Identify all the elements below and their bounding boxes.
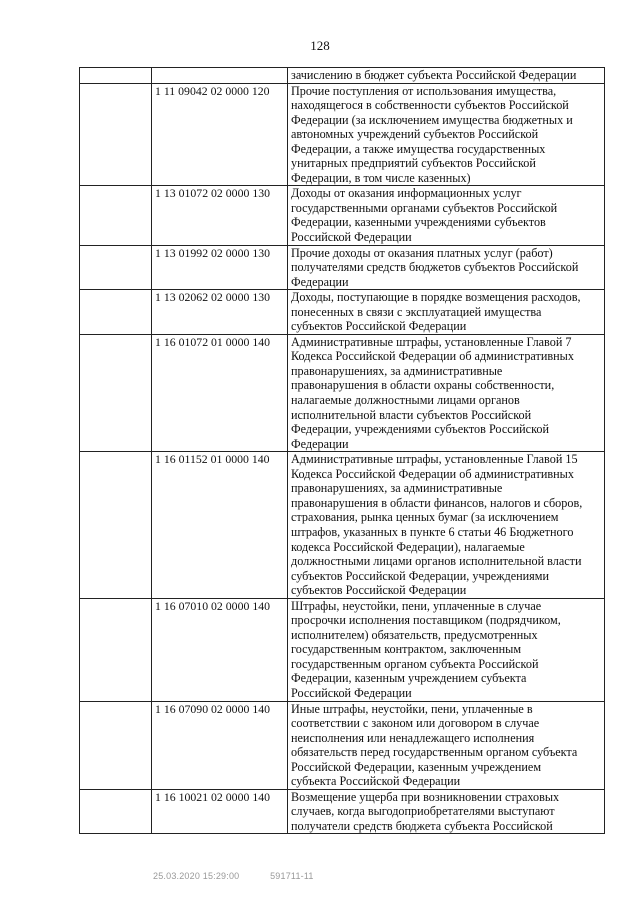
- description-cell: [288, 290, 605, 335]
- description-line: Кодекса Российской Федерации об административных: [291, 349, 574, 364]
- empty-cell: [80, 452, 152, 598]
- description-cell: [288, 83, 605, 186]
- description-line: унитарных предприятий субъектов Российской: [291, 156, 536, 171]
- description-cell: [288, 334, 605, 451]
- budget-code-cell: 1 13 01992 02 0000 130: [152, 245, 288, 290]
- description-line: зачислению в бюджет субъекта Российской Федерации: [291, 68, 577, 82]
- description-line: Доходы от оказания информационных услуг: [291, 186, 522, 201]
- table-body: [80, 68, 605, 834]
- description-cell: [288, 598, 605, 701]
- budget-code-cell: 1 16 01152 01 0000 140: [152, 452, 288, 598]
- description-line: случаев, когда выгодоприобретателями выступают: [291, 804, 555, 819]
- table-row: [80, 334, 605, 451]
- description-line: исполнителем) обязательств, предусмотренных: [291, 627, 538, 642]
- description-line: правонарушения в области финансов, налогов и сборов,: [291, 495, 583, 510]
- description-line: правонарушения в области охраны собственности,: [291, 378, 555, 393]
- footer-timestamp: 25.03.2020 15:29:00: [153, 871, 240, 881]
- budget-code-cell: 1 11 09042 02 0000 120: [152, 83, 288, 186]
- description-line: автономных учреждений субъектов Российской: [291, 127, 539, 142]
- description-line: Возмещение ущерба при возникновении страховых: [291, 789, 560, 804]
- description-line: Кодекса Российской Федерации об административных: [291, 466, 574, 481]
- description-line: соответствии с законом или договором в случае: [291, 716, 540, 731]
- budget-code-cell: 1 13 02062 02 0000 130: [152, 290, 288, 335]
- description-line: получатели средств бюджета субъекта Российской: [291, 818, 553, 833]
- description-line: исполнительной власти субъектов Российской: [291, 407, 532, 422]
- budget-code-cell: 1 16 10021 02 0000 140: [152, 789, 288, 834]
- description-line: Доходы, поступающие в порядке возмещения расходов,: [291, 290, 581, 305]
- empty-cell: [80, 789, 152, 834]
- budget-code-cell: 1 16 07090 02 0000 140: [152, 701, 288, 789]
- revenue-codes-table: [79, 67, 605, 834]
- description-line: получателями средств бюджетов субъектов Российской: [291, 260, 579, 275]
- description-line: субъектов Российской Федерации, учреждениями: [291, 568, 550, 583]
- description-line: налагаемые должностными лицами органов: [291, 393, 520, 408]
- description-line: Прочие поступления от использования имущества,: [291, 83, 557, 98]
- empty-cell: [80, 334, 152, 451]
- description-line: Федерации, казенным учреждением субъекта: [291, 671, 527, 686]
- description-line: Российской Федерации: [291, 230, 412, 245]
- budget-code-cell: [152, 68, 288, 84]
- description-cell: [288, 452, 605, 598]
- description-cell: [288, 245, 605, 290]
- budget-code-cell: 1 16 01072 01 0000 140: [152, 334, 288, 451]
- description-line: Российской Федерации, казенным учреждением: [291, 759, 542, 774]
- description-line: Административные штрафы, установленные Главой 7: [291, 334, 572, 349]
- table-row: [80, 701, 605, 789]
- footer-doc-code: 591711-11: [270, 871, 314, 881]
- table-row: [80, 290, 605, 335]
- description-line: субъектов Российской Федерации: [291, 583, 467, 598]
- description-line: Федерации, учреждениями субъектов Российской: [291, 422, 550, 437]
- page-number: 128: [310, 38, 330, 53]
- budget-code-cell: 1 13 01072 02 0000 130: [152, 186, 288, 245]
- description-line: правонарушениях, за административные: [291, 481, 503, 496]
- description-line: субъектов Российской Федерации: [291, 319, 467, 334]
- print-footer: [153, 871, 342, 881]
- empty-cell: [80, 290, 152, 335]
- description-line: государственными органами субъектов Российской: [291, 200, 558, 215]
- table-row: [80, 245, 605, 290]
- description-line: Иные штрафы, неустойки, пени, уплаченные в: [291, 701, 533, 716]
- description-line: Федерации: [291, 274, 349, 289]
- description-line: должностными лицами органов исполнительной власти: [291, 554, 582, 569]
- description-line: правонарушениях, за административные: [291, 363, 503, 378]
- description-line: Федерации, казенными учреждениями субъектов: [291, 215, 546, 230]
- description-line: обязательств перед государственным органом субъекта: [291, 745, 578, 760]
- table-row: [80, 452, 605, 598]
- empty-cell: [80, 245, 152, 290]
- budget-code-cell: 1 16 07010 02 0000 140: [152, 598, 288, 701]
- description-cell: [288, 701, 605, 789]
- description-line: Российской Федерации: [291, 685, 412, 700]
- description-line: штрафов, указанных в пункте 6 статьи 46 Бюджетного: [291, 524, 574, 539]
- description-line: государственным контрактом, заключенным: [291, 642, 522, 657]
- table-row: [80, 83, 605, 186]
- description-cell: [288, 789, 605, 834]
- empty-cell: [80, 186, 152, 245]
- description-line: Федерации, а также имущества государственных: [291, 141, 546, 156]
- description-cell: [288, 68, 605, 84]
- empty-cell: [80, 83, 152, 186]
- description-line: субъекта Российской Федерации: [291, 774, 461, 789]
- description-line: Федерации: [291, 436, 349, 451]
- table-row: [80, 789, 605, 834]
- description-line: Штрафы, неустойки, пени, уплаченные в случае: [291, 598, 542, 613]
- description-line: неисполнения или ненадлежащего исполнения: [291, 730, 535, 745]
- description-line: Прочие доходы от оказания платных услуг (работ): [291, 245, 553, 260]
- description-line: просрочки исполнения поставщиком (подрядчиком,: [291, 613, 561, 628]
- description-line: кодекса Российской Федерации), налагаемые: [291, 539, 525, 554]
- description-line: Федерации (за исключением имущества бюджетных и: [291, 112, 573, 127]
- description-line: государственным органом субъекта Российской: [291, 656, 539, 671]
- description-line: страхования, рынка ценных бумаг (за исключением: [291, 510, 559, 525]
- table-row: [80, 598, 605, 701]
- table-row: [80, 68, 605, 84]
- description-line: Административные штрафы, установленные Главой 15: [291, 452, 578, 467]
- description-cell: [288, 186, 605, 245]
- description-line: находящегося в собственности субъектов Российской: [291, 98, 569, 113]
- description-line: Федерации, в том числе казенных): [291, 170, 471, 185]
- table-row: [80, 186, 605, 245]
- empty-cell: [80, 68, 152, 84]
- description-line: понесенных в связи с эксплуатацией имущества: [291, 304, 542, 319]
- empty-cell: [80, 701, 152, 789]
- empty-cell: [80, 598, 152, 701]
